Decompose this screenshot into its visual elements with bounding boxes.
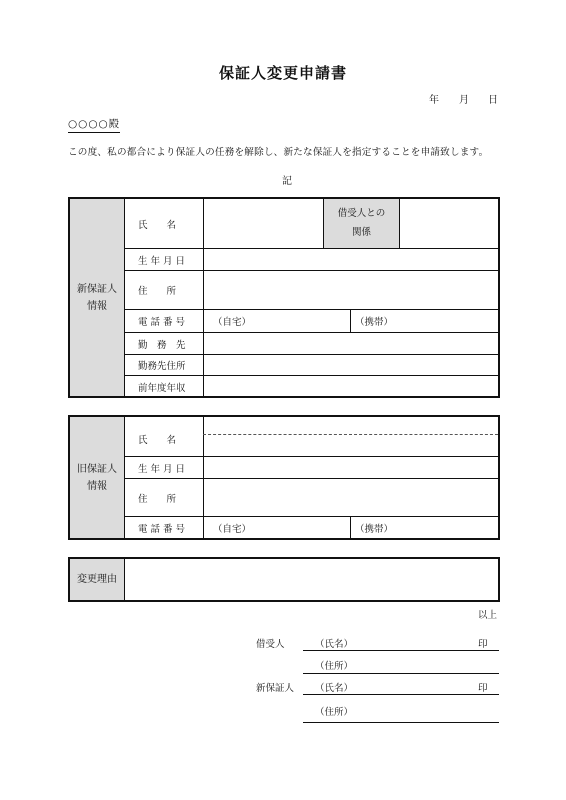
old-address-label: 住 所 — [138, 494, 177, 505]
relation-label-cell — [323, 199, 400, 248]
new-phone-label: 電 話 番 号 — [138, 317, 186, 328]
new-guarantor-table — [68, 197, 500, 398]
new-guarantor-label-line2: 情報 — [87, 300, 107, 312]
old-phone-mobile: （携帯） — [355, 524, 394, 535]
old-name-label: 氏 名 — [138, 435, 177, 446]
new-guarantor-seal: 印 — [478, 683, 488, 694]
old-phone-label: 電 話 番 号 — [138, 524, 186, 535]
borrower-address-field: （住所） — [315, 661, 354, 672]
old-guarantor-label-line2: 情報 — [87, 480, 107, 492]
old-phone-home: （自宅） — [213, 524, 252, 535]
borrower-address-line — [303, 673, 499, 674]
change-reason-label: 変更理由 — [70, 559, 125, 600]
date-day-label: 日 — [488, 95, 498, 106]
change-reason-table — [68, 557, 500, 602]
old-guarantor-label-line1: 旧保証人 — [77, 463, 117, 475]
new-guarantor-address-field: （住所） — [315, 707, 354, 718]
relation-label-line2: 関係 — [351, 226, 371, 238]
new-phone-home: （自宅） — [213, 317, 252, 328]
old-guarantor-section-label — [70, 417, 125, 538]
old-birthdate-label: 生 年 月 日 — [138, 464, 186, 475]
new-phone-mobile: （携帯） — [355, 317, 394, 328]
old-guarantor-table — [68, 415, 500, 540]
new-name-label: 氏 名 — [138, 220, 177, 231]
new-guarantor-name-line — [303, 694, 499, 695]
new-guarantor-name-field: （氏名） — [315, 683, 354, 694]
new-birthdate-label: 生 年 月 日 — [138, 256, 186, 267]
document-title: 保証人変更申請書 — [218, 64, 347, 82]
new-guarantor-section-label — [70, 199, 125, 396]
borrower-name-field: （氏名） — [315, 639, 354, 650]
new-workplace-label: 勤 務 先 — [138, 340, 186, 351]
new-guarantor-label-line1: 新保証人 — [77, 283, 117, 295]
new-address-label: 住 所 — [138, 286, 177, 297]
borrower-seal: 印 — [478, 639, 488, 650]
ki-heading: 記 — [282, 176, 292, 187]
date-month-label: 月 — [459, 95, 469, 106]
borrower-name-line — [303, 650, 499, 651]
date-year-label: 年 — [429, 95, 439, 106]
relation-label-line1: 借受人との — [337, 208, 386, 220]
addressee: ○○○○殿 — [68, 116, 120, 133]
new-workplace-address-label: 勤務先住所 — [138, 361, 186, 372]
borrower-label: 借受人 — [256, 639, 285, 650]
new-guarantor-address-line — [303, 722, 499, 723]
ijou-closing: 以上 — [478, 610, 498, 621]
new-guarantor-sign-label: 新保証人 — [256, 683, 295, 694]
intro-text: この度、私の都合により保証人の任務を解除し、新たな保証人を指定することを申請致します。 — [68, 147, 489, 158]
new-annual-income-label: 前年度年収 — [138, 383, 186, 394]
